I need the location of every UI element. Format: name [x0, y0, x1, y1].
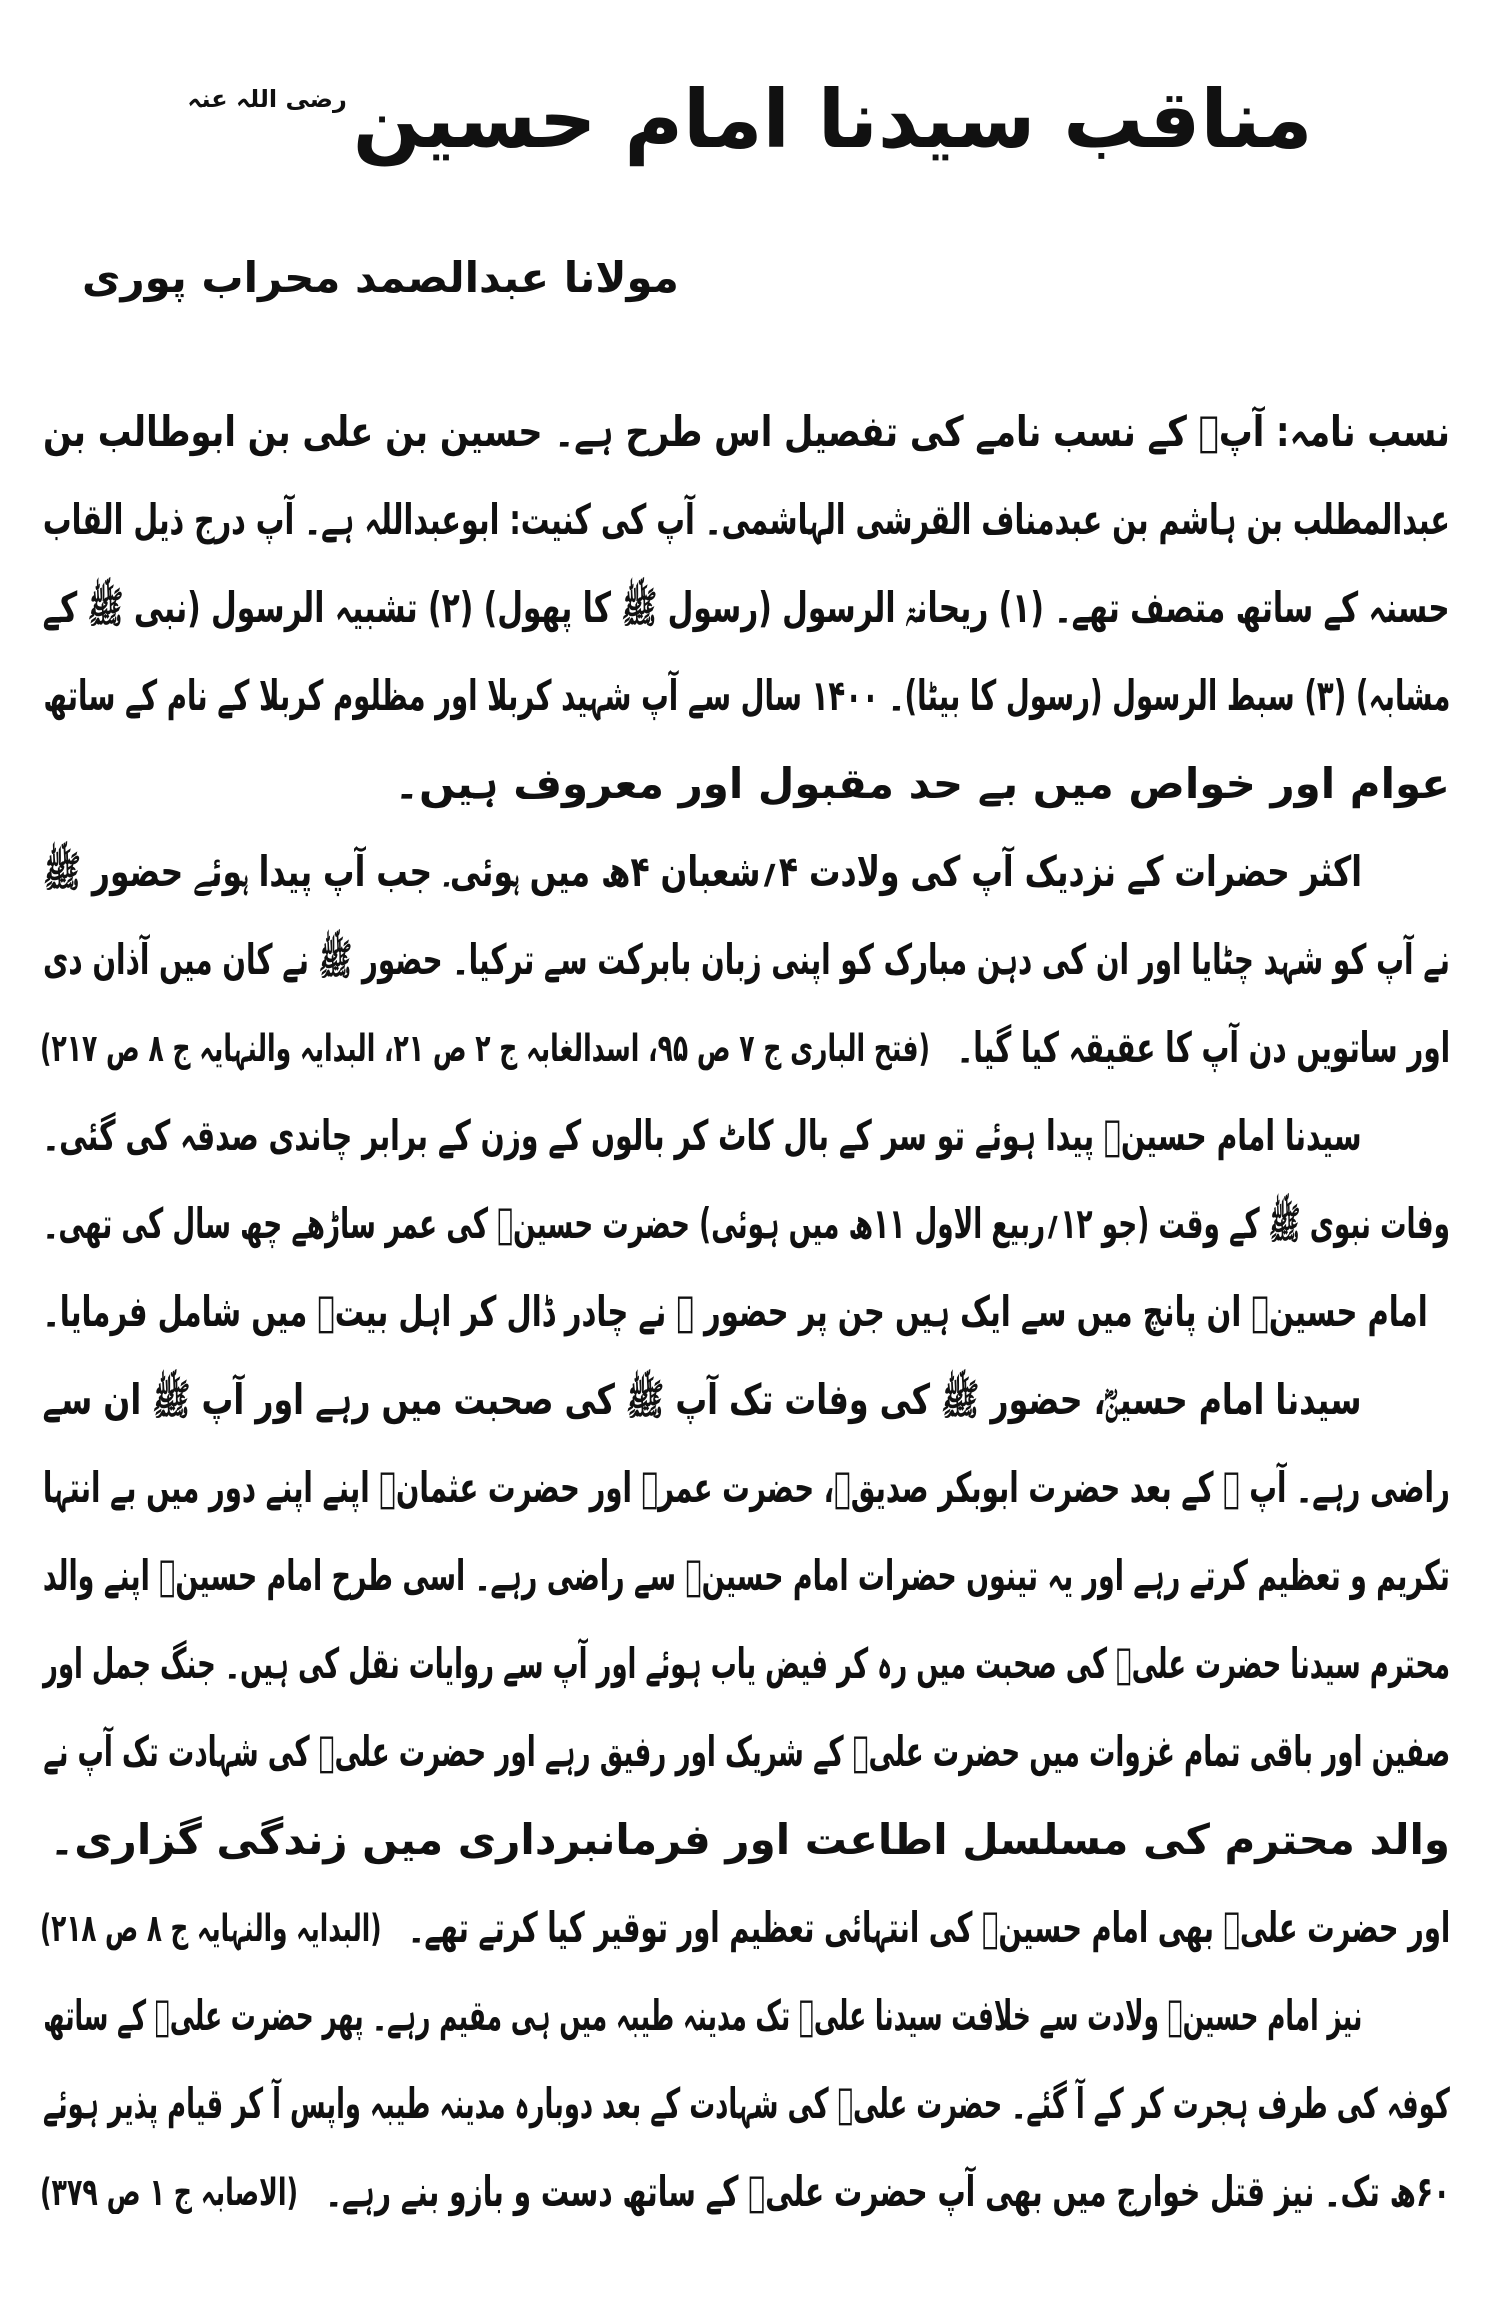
- text-line: [40, 1620, 1450, 1708]
- text-line: [40, 476, 1450, 564]
- line-text: مشابہ) (۳) سبط الرسول (رسول کا بیٹا)۔ ۱۴۰۰ سال سے آپ شہید کربلا اور مظلوم کربلا کے نام کے ساتھ: [43, 671, 1450, 720]
- text-line: [40, 1180, 1450, 1268]
- line-text: وفات نبوی ﷺ کے وقت (جو ۱۲؍ربیع الاول ۱۱ھ میں ہوئی) حضرت حسینؓ کی عمر ساڑھے چھ سال کی تھی۔: [43, 1199, 1450, 1248]
- reference-citation: (فتح الباری ج ۷ ص ۹۵، اسدالغابہ ج ۲ ص ۲۱، البدایہ والنہایہ ج ۸ ص ۲۱۷): [40, 1026, 930, 1070]
- paragraph-first-line: [40, 1356, 1450, 1444]
- article-body: [40, 388, 1450, 2236]
- line-text: محترم سیدنا حضرت علیؓ کی صحبت میں رہ کر فیض یاب ہوئے اور آپ سے روایات نقل کی ہیں۔ جنگ جمل اور: [43, 1639, 1450, 1688]
- paragraph-first-line: [40, 1972, 1450, 2060]
- line-text: سیدنا امام حسینؓ پیدا ہوئے تو سر کے بال کاٹ کر بالوں کے وزن کے برابر چاندی صدقہ کی گئی۔: [43, 1111, 1362, 1160]
- text-line: [40, 1532, 1450, 1620]
- text-line: [40, 740, 1450, 828]
- text-line-with-reference: [40, 1884, 1450, 1972]
- text-line: [40, 1796, 1450, 1884]
- author-name: مولانا عبدالصمد محراب پوری: [82, 253, 679, 302]
- line-text: نیز امام حسینؓ ولادت سے خلافت سیدنا علیؓ تک مدینہ طیبہ میں ہی مقیم رہے۔ پھر حضرت علیؓ کے ساتھ: [43, 1991, 1362, 2040]
- title-honorific: رضی اللہ عنہ: [187, 85, 347, 113]
- reference-citation: (الاصابہ ج ۱ ص ۳۷۹): [40, 2170, 299, 2214]
- line-text: نے آپ کو شہد چٹایا اور ان کی دہن مبارک کو اپنی زبان بابرکت سے ترکیا۔ حضور ﷺ نے کان میں آذان دی: [43, 935, 1450, 984]
- text-line: [40, 1708, 1450, 1796]
- title-text: مناقب سیدنا امام حسین: [352, 73, 1313, 166]
- line-text: حسنہ کے ساتھ متصف تھے۔ (۱) ریحانۃ الرسول (رسول ﷺ کا پھول) (۲) تشبیہ الرسول (نبی ﷺ کے: [43, 583, 1450, 632]
- line-text: راضی رہے۔ آپ ﷺ کے بعد حضرت ابوبکر صدیقؓ، حضرت عمرؓ اور حضرت عثمانؓ اپنے اپنے دور میں بے انتہا: [43, 1463, 1450, 1512]
- line-text: اور ساتویں دن آپ کا عقیقہ کیا گیا۔: [956, 1023, 1450, 1072]
- text-line: [40, 564, 1450, 652]
- page-title: [0, 55, 1500, 185]
- text-line-with-reference: [40, 2148, 1450, 2236]
- line-text: عبدالمطلب بن ہاشم بن عبدمناف القرشی الہاشمی۔ آپ کی کنیت: ابوعبداللہ ہے۔ آپ درج ذیل القاب: [43, 495, 1450, 544]
- text-line: [40, 1268, 1450, 1356]
- line-text: نسب نامہ: آپؓ کے نسب نامے کی تفصیل اس طرح ہے۔ حسین بن علی بن ابوطالب بن: [43, 407, 1450, 456]
- line-text: عوام اور خواص میں بے حد مقبول اور معروف ہیں۔: [394, 759, 1450, 808]
- line-text: امام حسینؓ ان پانچ میں سے ایک ہیں جن پر حضور ﷺ نے چادر ڈال کر اہل بیتؓ میں شامل فرمایا۔: [43, 1287, 1428, 1336]
- text-line: [40, 388, 1450, 476]
- line-text: صفین اور باقی تمام غزوات میں حضرت علیؓ کے شریک اور رفیق رہے اور حضرت علیؓ کی شہادت تک آپ نے: [43, 1727, 1450, 1776]
- line-text: تکریم و تعظیم کرتے رہے اور یہ تینوں حضرات امام حسینؓ سے راضی رہے۔ اسی طرح امام حسینؓ اپنے والد: [43, 1551, 1450, 1600]
- line-text: اور حضرت علیؓ بھی امام حسینؓ کی انتہائی تعظیم اور توقیر کیا کرتے تھے۔: [408, 1903, 1450, 1952]
- text-line: [40, 2060, 1450, 2148]
- line-text: والد محترم کی مسلسل اطاعت اور فرمانبرداری میں زندگی گزاری۔: [49, 1815, 1450, 1864]
- text-line: [40, 652, 1450, 740]
- line-text: اکثر حضرات کے نزدیک آپ کی ولادت ۴؍شعبان ۴ھ میں ہوئی۔ جب آپ پیدا ہوئے حضور ﷺ: [43, 847, 1362, 896]
- text-line: [40, 916, 1450, 1004]
- text-line-with-reference: [40, 1004, 1450, 1092]
- line-text: ۶۰ھ تک۔ نیز قتل خوارج میں بھی آپ حضرت علیؓ کے ساتھ دست و بازو بنے رہے۔: [325, 2167, 1450, 2216]
- text-line: [40, 1444, 1450, 1532]
- reference-citation: (البدایہ والنہایہ ج ۸ ص ۲۱۸): [40, 1906, 382, 1950]
- paragraph-first-line: [40, 1092, 1450, 1180]
- line-text: کوفہ کی طرف ہجرت کر کے آ گئے۔ حضرت علیؓ کی شہادت کے بعد دوبارہ مدینہ طیبہ واپس آ کر قیام پذیر ہوئے: [43, 2079, 1450, 2128]
- line-text: سیدنا امام حسینؓ، حضور ﷺ کی وفات تک آپ ﷺ کی صحبت میں رہے اور آپ ﷺ ان سے: [43, 1375, 1362, 1424]
- paragraph-first-line: [40, 828, 1450, 916]
